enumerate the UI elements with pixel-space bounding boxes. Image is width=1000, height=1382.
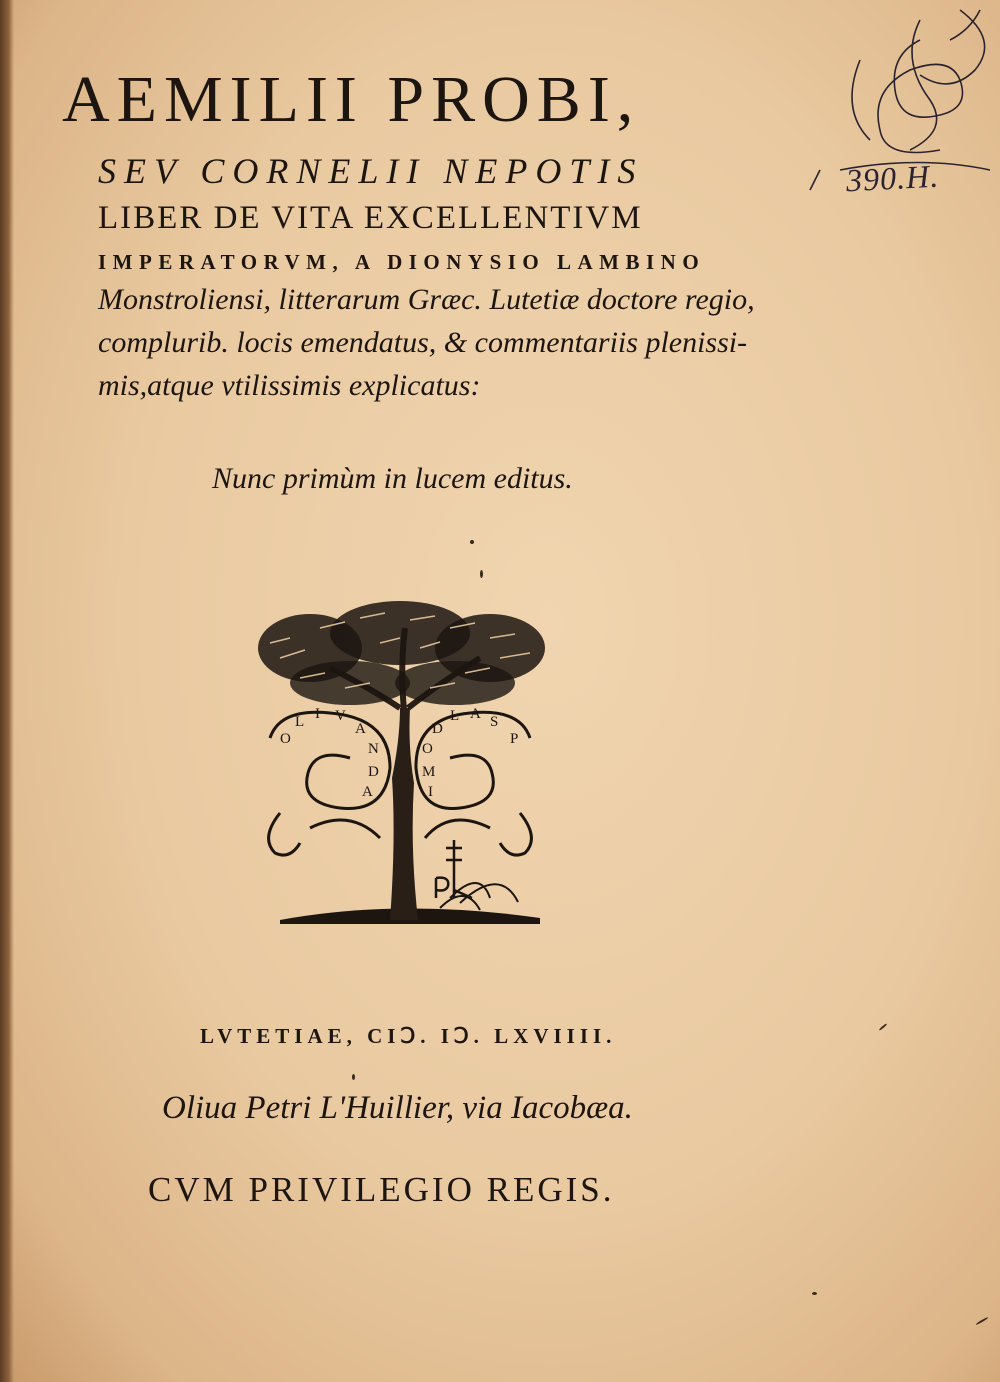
svg-text:V: V	[335, 708, 346, 724]
svg-text:A: A	[362, 784, 373, 800]
svg-text:O: O	[280, 731, 291, 747]
ink-speck	[812, 1292, 817, 1295]
svg-text:I: I	[428, 784, 433, 800]
svg-text:L: L	[295, 714, 305, 730]
edition-statement: Nunc primùm in lucem editus.	[212, 462, 573, 495]
ink-speck	[480, 570, 483, 578]
printer-statement: Oliua Petri L'Huillier, via Iacobæa.	[162, 1090, 633, 1126]
editor-line-3: mis,atque vtilissimis explicatus:	[98, 369, 481, 402]
svg-text:A: A	[355, 721, 366, 737]
ink-speck	[879, 1023, 888, 1031]
ink-speck	[975, 1317, 988, 1326]
ink-speck	[470, 540, 474, 544]
svg-text:L: L	[450, 708, 460, 724]
ink-speck	[352, 1074, 355, 1080]
book-spine-shadow	[0, 0, 14, 1382]
olive-tree-printers-mark-icon	[250, 598, 550, 928]
svg-text:A: A	[470, 706, 481, 722]
editor-line-1: Monstroliensi, litterarum Græc. Lutetiæ doctore regio,	[98, 283, 755, 316]
svg-text:S: S	[490, 714, 499, 730]
subtitle-line-2: LIBER DE VITA EXCELLENTIVM	[98, 200, 643, 236]
svg-text:D: D	[368, 764, 379, 780]
imprint-place-date: LVTETIAE, CIↃ. IↃ. LXVIIII.	[200, 1024, 617, 1048]
svg-text:I: I	[315, 706, 320, 722]
shelfmark-annotation: 390.H.	[845, 157, 940, 199]
subtitle-line-1: SEV CORNELII NEPOTIS	[98, 151, 644, 191]
svg-text:O: O	[422, 741, 433, 757]
page-title: AEMILII PROBI,	[62, 63, 641, 136]
svg-text:M: M	[422, 764, 436, 780]
svg-text:N: N	[368, 741, 379, 757]
editor-line-2: complurib. locis emendatus, & commentariis plenissi-	[98, 326, 748, 359]
svg-text:D: D	[432, 721, 443, 737]
svg-text:P: P	[510, 731, 519, 747]
privilege-statement: CVM PRIVILEGIO REGIS.	[148, 1170, 615, 1209]
subtitle-line-3: IMPERATORVM, A DIONYSIO LAMBINO	[98, 250, 706, 274]
